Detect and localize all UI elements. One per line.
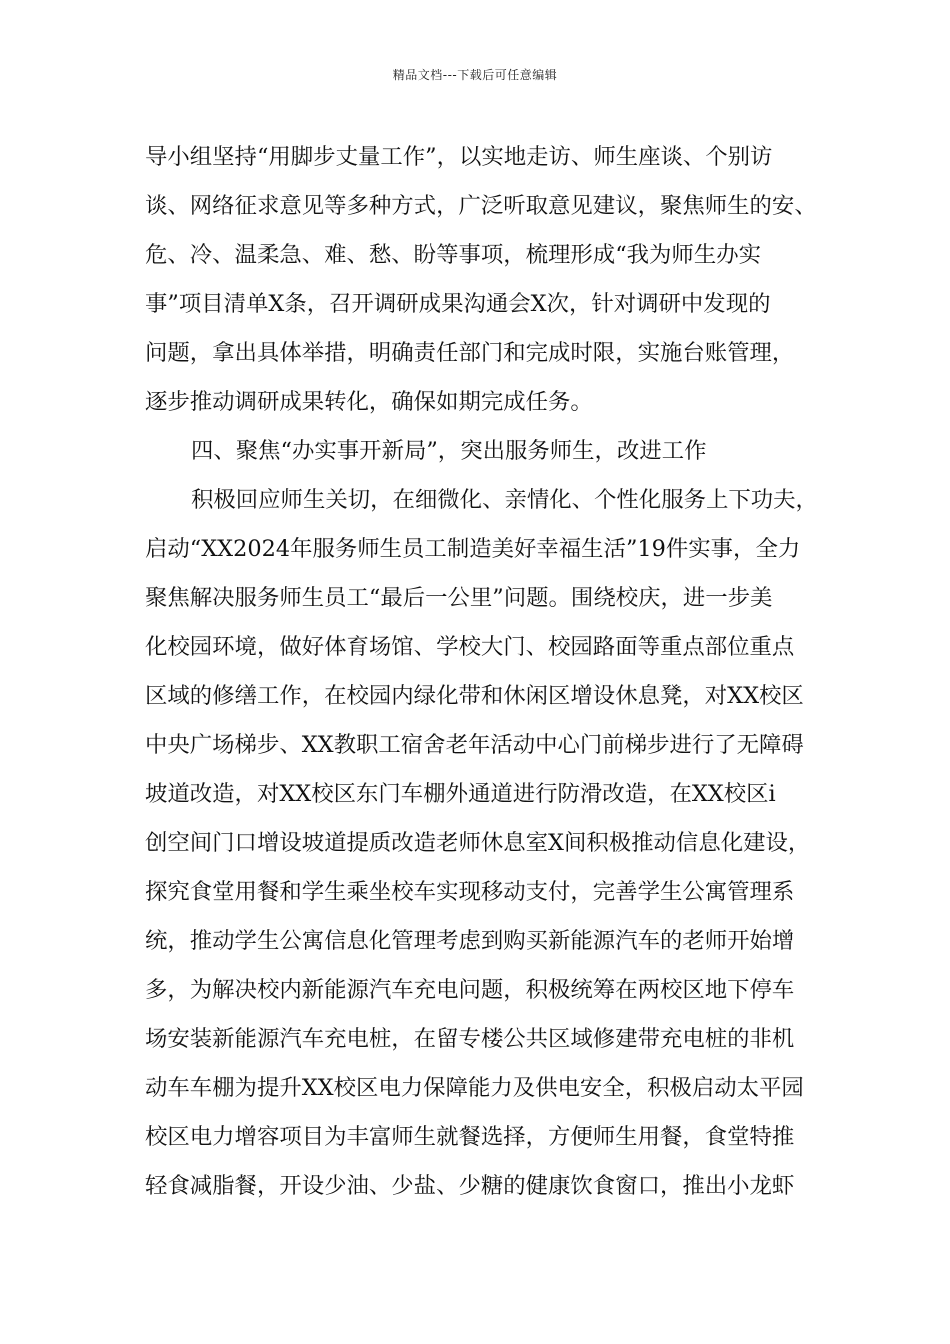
text-line: 中央广场梯步、XX教职工宿舍老年活动中心门前梯步进行了无障碍 — [145, 732, 804, 758]
text-line: 探究食堂用餐和学生乘坐校车实现移动支付，完善学生公寓管理系 — [145, 879, 795, 905]
text-line: 启动“XX2024年服务师生员工制造美好幸福生活”19件实事，全力 — [145, 536, 801, 562]
text-line: 创空间门口增设坡道提质改造老师休息室X间积极推动信息化建设， — [145, 830, 811, 856]
text-line: 统，推动学生公寓信息化管理考虑到购买新能源汽车的老师开始增 — [145, 928, 795, 954]
text-line: 事”项目清单X条，召开调研成果沟通会X次，针对调研中发现的 — [145, 291, 771, 317]
text-line: 问题，拿出具体举措，明确责任部门和完成时限，实施台账管理， — [145, 340, 795, 366]
text-line: 积极回应师生关切，在细微化、亲情化、个性化服务上下功夫， — [191, 487, 818, 513]
body-text — [145, 133, 825, 1211]
text-line: 校区电力增容项目为丰富师生就餐选择，方便师生用餐，食堂特推 — [145, 1124, 795, 1150]
text-line: 化校园环境，做好体育场馆、学校大门、校园路面等重点部位重点 — [145, 634, 795, 660]
text-line: 危、冷、温柔急、难、愁、盼等事项，梳理形成“我为师生办实 — [145, 242, 761, 268]
text-line: 动车车棚为提升XX校区电力保障能力及供电安全，积极启动太平园 — [145, 1075, 804, 1101]
text-line: 谈、网络征求意见等多种方式，广泛听取意见建议，聚焦师生的安、 — [145, 193, 817, 219]
text-line: 场安装新能源汽车充电桩，在留专楼公共区域修建带充电桩的非机 — [145, 1026, 795, 1052]
page-header: 精品文档---下载后可任意编辑 — [392, 68, 558, 82]
text-line: 轻食减脂餐，开设少油、少盐、少糖的健康饮食窗口，推出小龙虾 — [145, 1173, 795, 1199]
text-line: 逐步推动调研成果转化，确保如期完成任务。 — [145, 389, 593, 415]
text-line: 多，为解决校内新能源汽车充电问题，积极统筹在两校区地下停车 — [145, 977, 795, 1003]
text-line: 区域的修缮工作，在校园内绿化带和休闲区增设休息凳，对XX校区 — [145, 683, 804, 709]
text-line: 导小组坚持“用脚步丈量工作”，以实地走访、师生座谈、个别访 — [145, 144, 773, 170]
text-line: 聚焦解决服务师生员工“最后一公里”问题。围绕校庆，进一步美 — [145, 585, 773, 611]
section-heading: 四、聚焦“办实事开新局”，突出服务师生，改进工作 — [191, 438, 707, 464]
text-line: 坡道改造，对XX校区东门车棚外通道进行防滑改造，在XX校区i — [145, 781, 776, 807]
